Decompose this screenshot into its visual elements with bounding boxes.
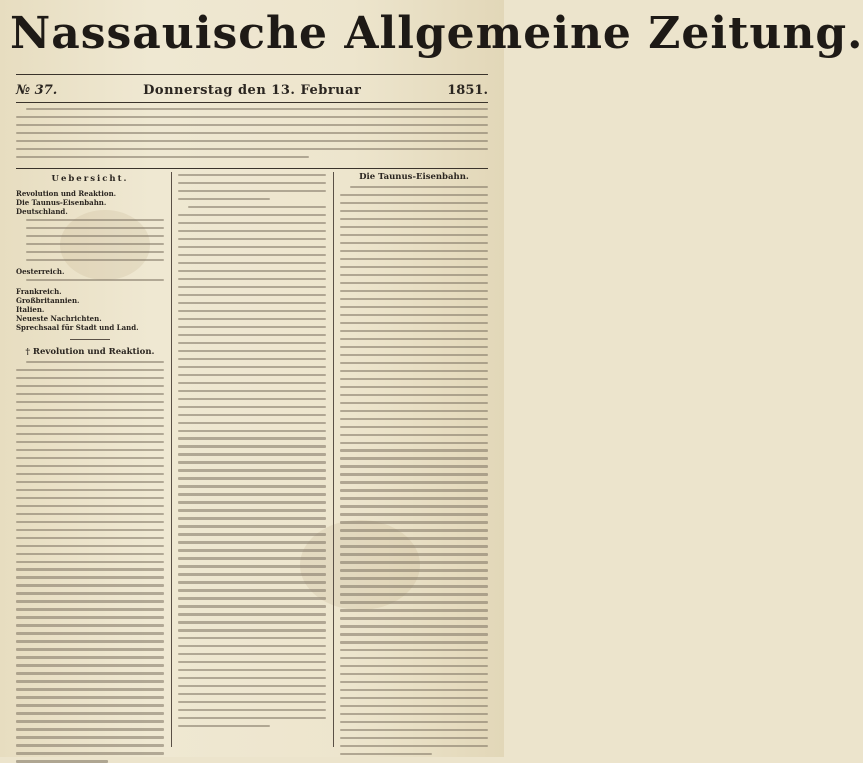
text-line xyxy=(178,637,326,639)
text-line xyxy=(340,386,488,388)
text-line xyxy=(178,238,326,240)
text-line xyxy=(16,576,164,578)
text-line xyxy=(340,505,488,507)
text-line xyxy=(16,441,164,443)
text-line xyxy=(26,251,164,253)
text-line xyxy=(16,752,164,754)
text-line xyxy=(178,262,326,264)
text-line xyxy=(340,370,488,372)
text-line xyxy=(340,521,488,523)
contents-line: Revolution und Reaktion. xyxy=(16,189,117,198)
text-line xyxy=(26,235,164,237)
text-line xyxy=(16,561,164,563)
text-line xyxy=(178,302,326,304)
column-rule xyxy=(171,172,172,747)
issue-year: 1851. xyxy=(447,82,488,98)
text-line xyxy=(178,342,326,344)
text-line xyxy=(178,693,326,695)
text-line xyxy=(26,108,488,110)
text-line xyxy=(16,513,164,515)
text-line xyxy=(340,617,488,619)
text-line xyxy=(178,374,326,376)
text-line xyxy=(340,633,488,635)
text-line xyxy=(340,641,488,643)
text-line xyxy=(340,577,488,579)
text-line xyxy=(26,259,164,261)
text-line xyxy=(340,426,488,428)
subscription-notice xyxy=(16,106,488,166)
text-line xyxy=(340,362,488,364)
text-line xyxy=(16,377,164,379)
text-line xyxy=(188,206,326,208)
text-line xyxy=(16,449,164,451)
text-line xyxy=(178,222,326,224)
text-line xyxy=(178,565,326,567)
text-line xyxy=(340,729,488,731)
text-line xyxy=(340,322,488,324)
text-line xyxy=(16,124,488,126)
text-line xyxy=(178,294,326,296)
text-line xyxy=(178,717,326,719)
text-line xyxy=(340,314,488,316)
text-line xyxy=(340,194,488,196)
text-line xyxy=(178,589,326,591)
notice-rule xyxy=(16,168,488,169)
text-line xyxy=(340,234,488,236)
text-line xyxy=(178,437,326,439)
text-line xyxy=(26,227,164,229)
text-line xyxy=(16,393,164,395)
text-line xyxy=(16,369,164,371)
text-line xyxy=(16,433,164,435)
text-line xyxy=(178,533,326,535)
text-line xyxy=(178,182,326,184)
text-line xyxy=(178,653,326,655)
contents-rubric: Uebersicht. xyxy=(51,174,129,184)
text-line xyxy=(340,609,488,611)
text-line xyxy=(178,709,326,711)
text-line xyxy=(178,549,326,551)
text-line xyxy=(340,721,488,723)
text-line xyxy=(178,493,326,495)
text-line xyxy=(178,430,326,432)
text-line xyxy=(340,497,488,499)
text-line xyxy=(178,573,326,575)
text-line xyxy=(16,568,164,570)
text-line xyxy=(16,656,164,658)
text-line xyxy=(340,625,488,627)
text-line xyxy=(340,585,488,587)
text-line xyxy=(16,704,164,706)
text-line xyxy=(340,394,488,396)
text-line xyxy=(340,410,488,412)
text-line xyxy=(178,270,326,272)
issue-number: № 37. xyxy=(16,82,58,98)
text-line xyxy=(340,258,488,260)
text-line xyxy=(340,282,488,284)
text-line xyxy=(340,737,488,739)
text-line xyxy=(16,632,164,634)
text-line xyxy=(178,541,326,543)
text-line xyxy=(340,753,432,755)
text-line xyxy=(16,156,309,158)
text-line xyxy=(340,250,488,252)
text-line xyxy=(340,553,488,555)
text-line xyxy=(178,605,326,607)
text-line xyxy=(16,672,164,674)
text-line xyxy=(178,685,326,687)
text-line xyxy=(16,425,164,427)
text-line xyxy=(16,608,164,610)
text-line xyxy=(16,481,164,483)
text-line xyxy=(340,210,488,212)
text-line xyxy=(340,202,488,204)
text-line xyxy=(340,657,488,659)
article-body-revolution xyxy=(16,361,164,763)
text-line xyxy=(178,398,326,400)
text-line xyxy=(340,242,488,244)
contents-line: Die Taunus-Eisenbahn. xyxy=(16,198,107,207)
text-line xyxy=(178,597,326,599)
text-line xyxy=(16,624,164,626)
text-line xyxy=(178,350,326,352)
dateline-rule xyxy=(16,102,488,103)
text-line xyxy=(16,417,164,419)
contents-line: Italien. xyxy=(16,304,45,314)
issue-date: Donnerstag den 13. Februar xyxy=(143,82,362,98)
text-line xyxy=(340,665,488,667)
text-line xyxy=(16,148,488,150)
contents-line: Großbritannien. xyxy=(16,295,80,305)
text-line xyxy=(16,584,164,586)
text-line xyxy=(340,537,488,539)
text-line xyxy=(26,243,164,245)
text-line xyxy=(340,226,488,228)
text-line xyxy=(178,485,326,487)
text-line xyxy=(16,616,164,618)
contents-line: Sprechsaal für Stadt und Land. xyxy=(16,322,139,332)
column-1 xyxy=(16,172,164,749)
text-line xyxy=(340,561,488,563)
text-line xyxy=(178,501,326,503)
text-line xyxy=(178,254,326,256)
text-line xyxy=(340,418,488,420)
text-line xyxy=(16,680,164,682)
text-line xyxy=(16,457,164,459)
text-line xyxy=(178,334,326,336)
text-line xyxy=(16,489,164,491)
text-line xyxy=(178,246,326,248)
text-line xyxy=(340,649,488,651)
text-line xyxy=(178,318,326,320)
text-line xyxy=(340,689,488,691)
text-line xyxy=(178,230,326,232)
text-line xyxy=(16,592,164,594)
text-line xyxy=(178,198,270,200)
text-line xyxy=(178,557,326,559)
text-line xyxy=(16,116,488,118)
text-line xyxy=(178,278,326,280)
contents-line: Oesterreich. xyxy=(16,266,65,276)
text-line xyxy=(16,553,164,555)
text-line xyxy=(178,525,326,527)
text-line xyxy=(178,645,326,647)
text-line xyxy=(178,581,326,583)
text-line xyxy=(16,465,164,467)
text-line xyxy=(340,513,488,515)
text-line xyxy=(178,453,326,455)
text-line xyxy=(178,445,326,447)
text-line xyxy=(16,696,164,698)
contents-line: Deutschland. xyxy=(16,207,68,216)
contents-line: Neueste Nachrichten. xyxy=(16,313,102,323)
text-line xyxy=(16,537,164,539)
contents-list xyxy=(16,189,164,332)
text-line xyxy=(16,545,164,547)
text-line xyxy=(178,286,326,288)
text-line xyxy=(16,664,164,666)
text-line xyxy=(178,677,326,679)
text-line xyxy=(340,569,488,571)
text-line xyxy=(26,361,164,363)
masthead-rule xyxy=(16,74,488,75)
text-line xyxy=(16,760,108,762)
text-line xyxy=(340,681,488,683)
text-line xyxy=(16,401,164,403)
article-body-revolution-cont xyxy=(178,174,326,727)
text-line xyxy=(178,629,326,631)
text-line xyxy=(178,214,326,216)
text-line xyxy=(340,266,488,268)
text-line xyxy=(16,648,164,650)
text-line xyxy=(16,409,164,411)
text-line xyxy=(340,593,488,595)
text-line xyxy=(340,489,488,491)
text-line xyxy=(16,688,164,690)
text-line xyxy=(340,713,488,715)
section-separator xyxy=(70,339,110,340)
text-line xyxy=(340,705,488,707)
text-line xyxy=(340,545,488,547)
column-rule xyxy=(333,172,334,747)
text-line xyxy=(16,712,164,714)
text-line xyxy=(26,279,164,281)
text-line xyxy=(178,461,326,463)
text-line xyxy=(16,505,164,507)
text-line xyxy=(340,465,488,467)
text-line xyxy=(16,640,164,642)
text-line xyxy=(16,744,164,746)
text-line xyxy=(340,457,488,459)
text-line xyxy=(16,385,164,387)
text-line xyxy=(16,529,164,531)
text-line xyxy=(178,366,326,368)
text-line xyxy=(340,298,488,300)
text-line xyxy=(178,517,326,519)
text-line xyxy=(178,509,326,511)
text-line xyxy=(178,422,326,424)
text-line xyxy=(178,613,326,615)
dateline xyxy=(16,80,488,100)
text-line xyxy=(16,720,164,722)
text-line xyxy=(340,290,488,292)
text-line xyxy=(340,274,488,276)
text-line xyxy=(178,414,326,416)
text-line xyxy=(178,390,326,392)
text-line xyxy=(340,306,488,308)
text-line xyxy=(340,218,488,220)
text-line xyxy=(340,354,488,356)
text-line xyxy=(340,346,488,348)
text-line xyxy=(178,477,326,479)
text-line xyxy=(340,330,488,332)
text-line xyxy=(178,326,326,328)
text-line xyxy=(340,673,488,675)
text-line xyxy=(340,442,488,444)
text-line xyxy=(340,338,488,340)
text-line xyxy=(178,174,326,176)
article-heading-revolution: † Revolution und Reaktion. xyxy=(25,346,155,357)
text-line xyxy=(350,186,488,188)
text-line xyxy=(178,621,326,623)
text-line xyxy=(16,473,164,475)
article-heading-taunus: Die Taunus-Eisenbahn. xyxy=(359,172,469,182)
text-line xyxy=(178,382,326,384)
text-line xyxy=(340,434,488,436)
text-line xyxy=(16,132,488,134)
text-line xyxy=(178,725,270,727)
text-line xyxy=(340,402,488,404)
text-line xyxy=(178,358,326,360)
text-line xyxy=(26,219,164,221)
column-3 xyxy=(340,172,488,749)
text-line xyxy=(178,469,326,471)
text-line xyxy=(178,701,326,703)
text-line xyxy=(340,378,488,380)
text-line xyxy=(340,601,488,603)
text-line xyxy=(16,736,164,738)
text-line xyxy=(16,728,164,730)
text-line xyxy=(340,481,488,483)
column-2 xyxy=(178,172,326,749)
text-line xyxy=(178,406,326,408)
text-line xyxy=(178,661,326,663)
text-line xyxy=(340,473,488,475)
article-body-taunus xyxy=(340,186,488,755)
text-line xyxy=(16,497,164,499)
text-line xyxy=(16,140,488,142)
text-line xyxy=(178,669,326,671)
text-line xyxy=(340,697,488,699)
text-line xyxy=(16,600,164,602)
masthead-title: Nassauische Allgemeine Zeitung. xyxy=(10,8,863,59)
text-line xyxy=(178,310,326,312)
text-line xyxy=(340,449,488,451)
text-line xyxy=(340,529,488,531)
text-line xyxy=(178,190,326,192)
text-line xyxy=(340,745,488,747)
text-line xyxy=(16,521,164,523)
contents-line: Frankreich. xyxy=(16,286,62,296)
